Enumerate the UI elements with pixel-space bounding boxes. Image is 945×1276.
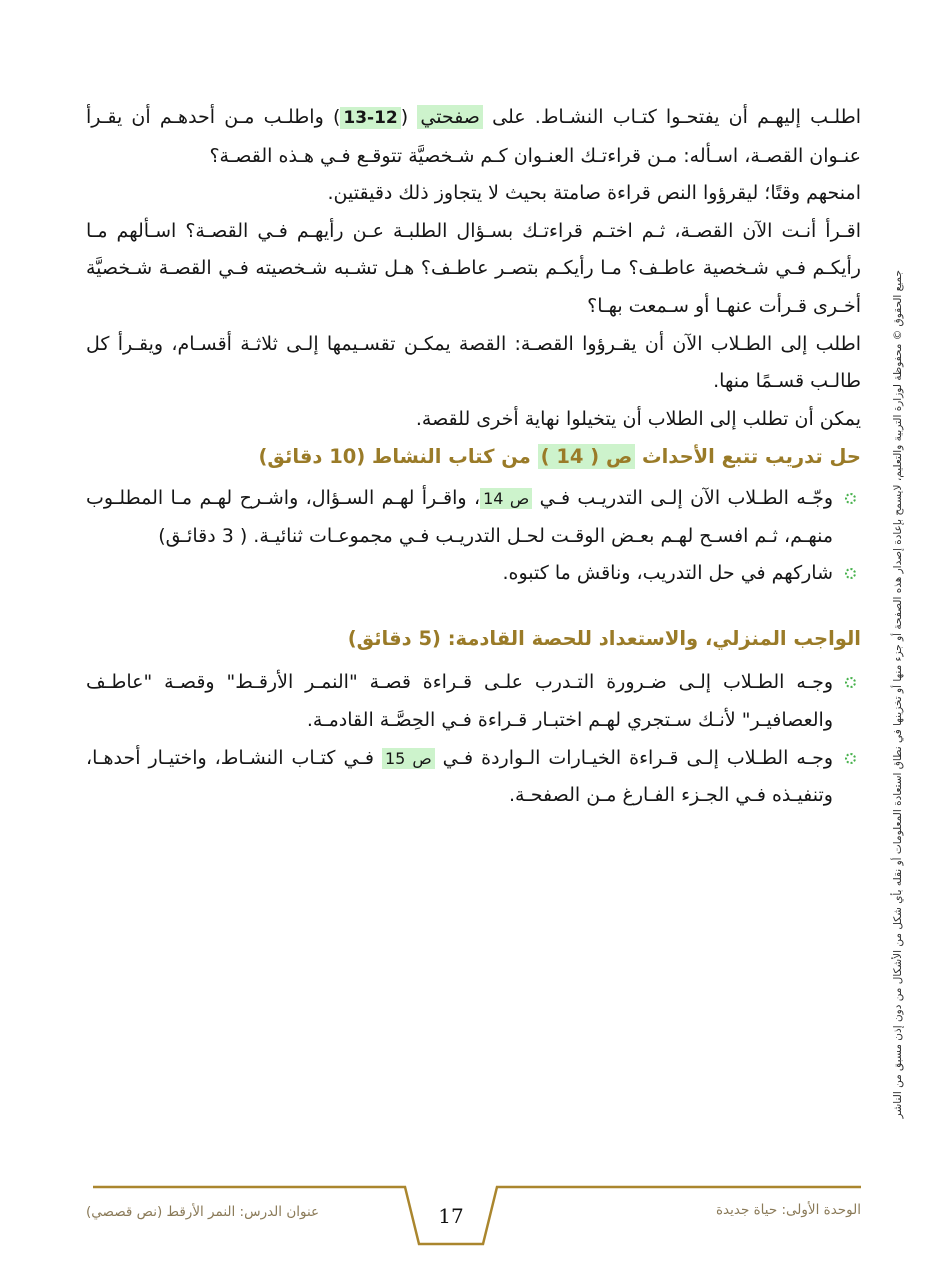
paragraph-split-story: اطلب إلى الطـلاب الآن أن يقـرؤوا القصـة: القصة يمكـن تقسـيمها إلـى ثلاثـة أقسـام، ويقـرأ كل طالـب قسـمًا منها. [86,332,861,393]
bullet-icon [845,493,856,504]
page-reference-highlight: ص ( 14 ) [538,444,636,469]
section-heading-homework: الواجب المنزلي، والاستعداد للحصة القادمة: (5 دقائق) [347,626,861,650]
paragraph-silent-reading: امنحهم وقتًا؛ ليقرؤوا النص قراءة صامتة بحيث لا يتجاوز ذلك دقيقتين. [327,182,861,205]
footer-rule [0,1178,945,1276]
homework-steps-list [86,664,861,814]
lesson-title-label: عنوان الدرس: النمر الأرقط (نص قصصي) [86,1204,320,1220]
bullet-icon [845,677,856,688]
page-reference-highlight: صفحتي [417,105,483,129]
paragraph-imagine-ending: يمكن أن تطلب إلى الطلاب أن يتخيلوا نهاية أخرى للقصة. [415,407,861,430]
page-reference-highlight: ص 15 [382,748,435,769]
exercise-steps-list [86,480,861,593]
lesson-body [86,99,861,815]
page-footer [0,1178,945,1276]
unit-label: الوحدة الأولى: حياة جديدة [715,1202,861,1218]
list-item: وجـه الطـلاب إلـى ضـرورة التـدرب علـى قـراءة قصـة "النمـر الأرقـط" وقصـة "عاطـف والعصافيـر" لأنـك سـتجري لهـم اختبـار قـراءة فـي الحِصَّـة القادمـة. [86,664,861,739]
list-item: وجّـه الطـلاب الآن إلـى التدريـب فـي ص 14، واقـرأ لهـم السـؤال، واشـرح لهـم مـا المطلـوب منهـم، ثـم افسـح لهـم بعـض الوقـت لحـل التدريـب فـي مجموعـات ثنائيـة. ( 3 دقائـق) [86,480,861,555]
page-number: 17 [438,1204,464,1228]
copyright-notice: جميع الحقوق © محفوظة لوزارة التربية والتعليم، لايسمح بإعادة إصدار هذه الصفحة أو جزء منها أو تخزينها في نطاق استعادة المعلومات أو نقله بأي شكل من الأشكال من دون إذن مسبق من الناشر [892,270,904,1119]
paragraph-open-activity-book: اطلـب إليهـم أن يفتحـوا كتـاب النشـاط. على صفحتي (13-12) واطلـب مـن أحدهـم أن يقـرأ عنـوان القصـة، اسـأله: مـن قراءتـك العنـوان كـم شـخصيَّة تتوقـع فـي هـذه القصـة؟ [86,106,861,167]
page-reference-highlight: ص 14 [480,488,532,509]
bullet-icon [845,753,856,764]
page-range-highlight: 13-12 [340,107,400,129]
list-item: شاركهم في حل التدريب، وناقش ما كتبوه. [86,555,861,593]
section-heading-exercise: حل تدريب تتبع الأحداث ص ( 14 ) من كتاب النشاط (10 دقائق) [258,445,861,469]
list-item: وجـه الطـلاب إلـى قـراءة الخيـارات الـواردة فـي ص 15 فـي كتـاب النشـاط، واختيـار أحدهـا، وتنفيـذه فـي الجـزء الفـارغ مـن الصفحـة. [86,740,861,815]
bullet-icon [845,568,856,579]
paragraph-teacher-reads: اقـرأ أنـت الآن القصـة، ثـم اختـم قراءتـك بسـؤال الطلبـة عـن رأيهـم فـي القصـة؟ اسـألهم مـا رأيكـم فـي شـخصية عاطـف؟ مـا رأيكـم بتصـر عاطـف؟ هـل تشـبه شـخصيته فـي القصـة شـخصيَّة أخـرى قـرأت عنهـا أو سـمعت بهـا؟ [86,219,861,317]
